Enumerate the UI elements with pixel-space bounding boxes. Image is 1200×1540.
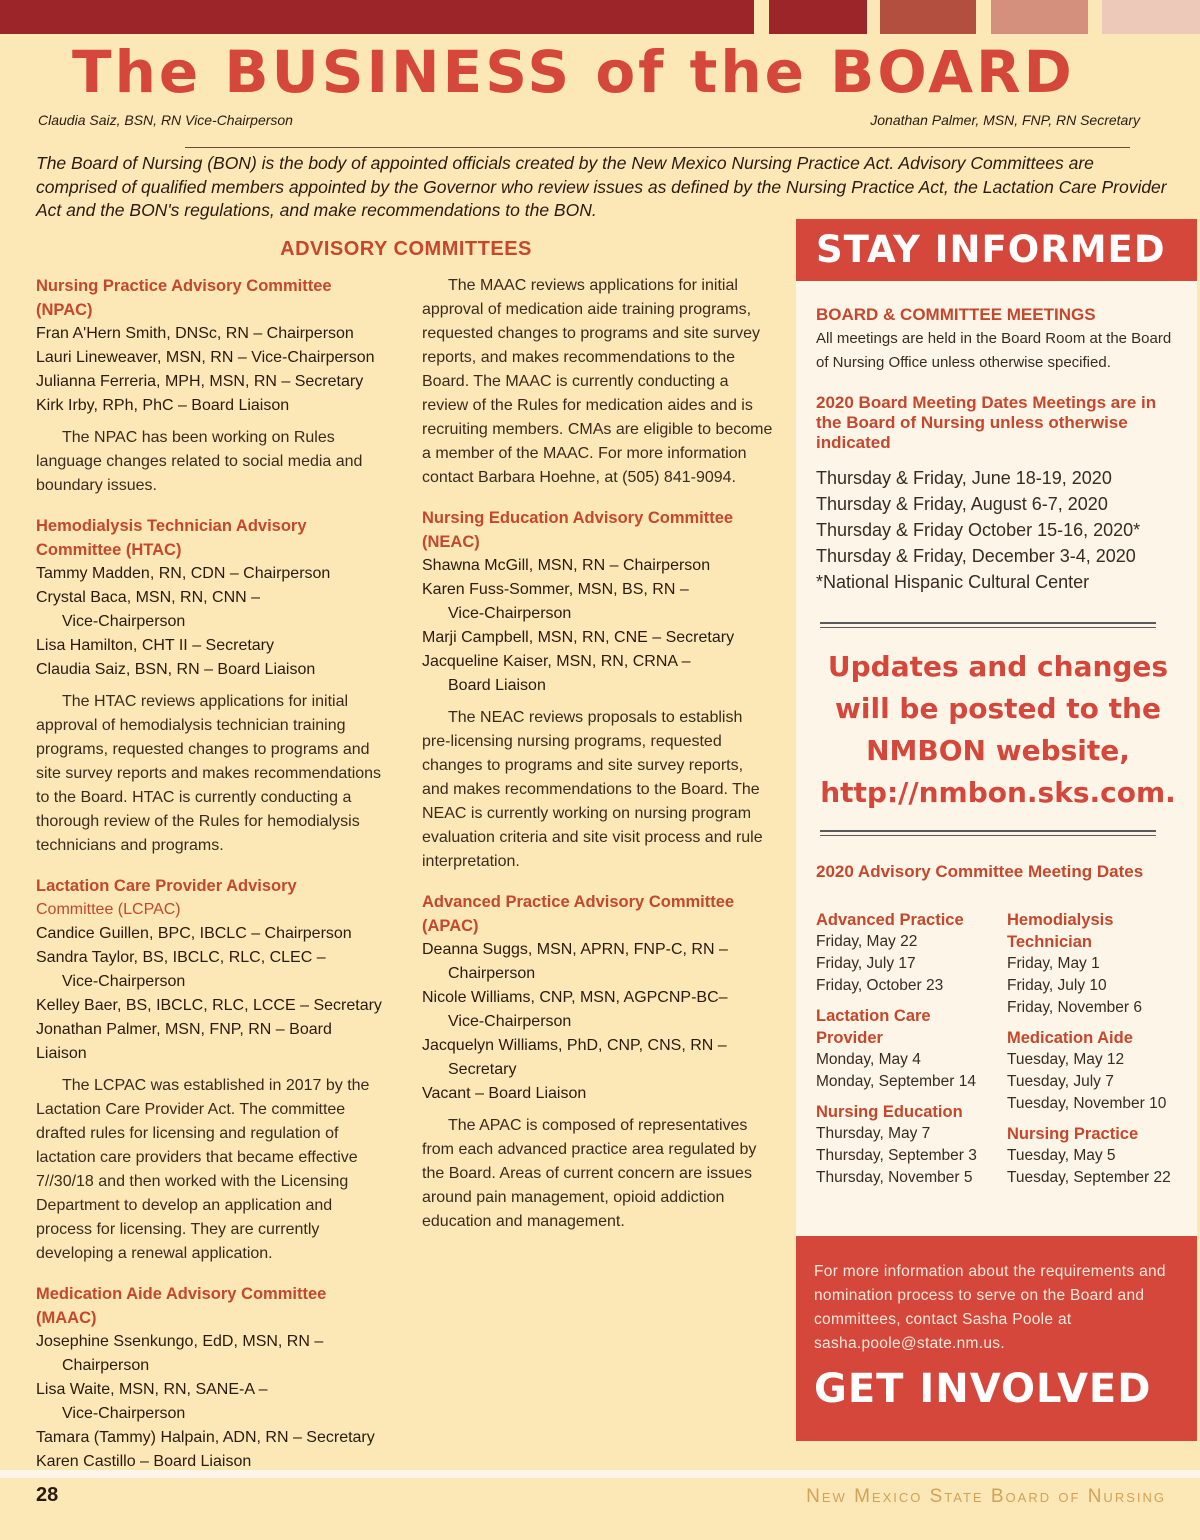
lcpac-heading: Lactation Care Provider Advisory [36, 877, 297, 895]
neac-member: Marji Campbell, MSN, RN, CNE – Secretary [422, 629, 735, 646]
maac-member: Josephine Ssenkungo, EdD, MSN, RN – [36, 1333, 324, 1350]
lcpac-member: Jonathan Palmer, MSN, FNP, RN – Board Liaison [36, 1021, 332, 1062]
board-date: Thursday & Friday October 15-16, 2020* [816, 520, 1141, 540]
apac-member-cont: Vice-Chairperson [448, 1013, 572, 1030]
maac-member-cont: Chairperson [62, 1357, 150, 1374]
schedule-name: Hemodialysis Technician [1007, 911, 1114, 951]
lcpac-member: Kelley Baer, BS, IBCLC, RLC, LCCE – Secretary [36, 997, 382, 1014]
get-involved-box [796, 1236, 1197, 1441]
lcpac-member-cont: Vice-Chairperson [62, 973, 186, 990]
htac-member-cont: Vice-Chairperson [62, 613, 186, 630]
schedule-date: Friday, May 22 [816, 933, 918, 950]
schedule-date: Friday, November 6 [1007, 999, 1142, 1016]
htac-member: Lisa Hamilton, CHT II – Secretary [36, 637, 275, 654]
npac-description: The NPAC has been working on Rules language changes related to social media and boundary issues. [36, 429, 363, 494]
top-bar-1 [0, 0, 754, 34]
advisory-committees-title: ADVISORY COMMITTEES [280, 238, 532, 260]
maac-description: The MAAC reviews applications for initial approval of medication aide training programs, requested changes to programs and site survey reports, and makes recommendations to the Board. The MAAC is currently conducting a review of the Rules for medication aides and is recruiting members. CMAs are eligible to become a member of the MAAC. For more information contact Barbara Hoehne, at (505) 841-9094. [422, 277, 773, 486]
apac-member-cont: Chairperson [448, 965, 536, 982]
stay-informed-title: STAY INFORMED [796, 219, 1197, 281]
schedule-date: Friday, October 23 [816, 977, 944, 994]
htac-heading: Hemodialysis Technician Advisory Committee (HTAC) [36, 517, 307, 559]
schedule-name: Nursing Education [816, 1103, 963, 1121]
schedule-date: Monday, May 4 [816, 1051, 921, 1068]
schedule-date: Thursday, September 3 [816, 1147, 977, 1164]
publication-name: New Mexico State Board of Nursing [806, 1486, 1166, 1507]
neac-member: Shawna McGill, MSN, RN – Chairperson [422, 557, 711, 574]
schedule-date: Friday, May 1 [1007, 955, 1100, 972]
npac-member: Kirk Irby, RPh, PhC – Board Liaison [36, 397, 290, 414]
htac-member: Crystal Baca, MSN, RN, CNN – [36, 589, 261, 606]
schedule-name: Medication Aide [1007, 1029, 1133, 1047]
byline-right: Jonathan Palmer, MSN, FNP, RN Secretary [870, 112, 1140, 128]
neac-member-cont: Vice-Chairperson [448, 605, 572, 622]
divider-bottom [820, 830, 1156, 836]
maac-heading: Medication Aide Advisory Committee (MAAC) [36, 1285, 327, 1327]
intro-paragraph: The Board of Nursing (BON) is the body of appointed officials created by the New Mexico Nursing Practice Act. Advisory Committees are comprised of qualified members appointed by the Governor who review issues as defined by the Nursing Practice Act, the Lactation Care Provider Act and the BON's regulations, and make recommendations to the BON. [36, 153, 1167, 220]
lcpac-description: The LCPAC was established in 2017 by the Lactation Care Provider Act. The committee drafted rules for licensing and regulation of lactation care providers that became effective 7//30/18 and then worked with the Licensing Department to develop an application and process for licensing. They are currently developing a renewal application. [36, 1077, 370, 1262]
maac-member-cont: Vice-Chairperson [62, 1405, 186, 1422]
schedule-name: Lactation Care Provider [816, 1007, 931, 1047]
board-date: Thursday & Friday, December 3-4, 2020 [816, 546, 1136, 566]
board-dates-heading: 2020 Board Meeting Dates Meetings are in the Board of Nursing unless otherwise indicated [816, 393, 1157, 452]
committee-dates-block [816, 862, 1181, 882]
board-date: Thursday & Friday, June 18-19, 2020 [816, 468, 1112, 488]
get-involved-title: GET INVOLVED [814, 1366, 1152, 1412]
neac-member-cont: Board Liaison [448, 677, 546, 694]
apac-member: Vacant – Board Liaison [422, 1085, 587, 1102]
neac-description: The NEAC reviews proposals to establish pre-licensing nursing programs, requested changes to programs and site survey reports, and makes recommendations to the Board. The NEAC is currently working on nursing program evaluation criteria and site visit process and rule interpretation. [422, 709, 763, 870]
apac-member: Deanna Suggs, MSN, APRN, FNP-C, RN – [422, 941, 728, 958]
byline-left: Claudia Saiz, BSN, RN Vice-Chairperson [38, 112, 293, 128]
meetings-text: All meetings are held in the Board Room at the Board of Nursing Office unless otherwise specified. [816, 330, 1172, 371]
maac-member: Karen Castillo – Board Liaison [36, 1453, 252, 1470]
schedule-date: Friday, July 10 [1007, 977, 1107, 994]
schedule-date: Thursday, November 5 [816, 1169, 973, 1186]
top-bar-3 [880, 0, 976, 34]
apac-member-cont: Secretary [448, 1061, 517, 1078]
schedule-name: Nursing Practice [1007, 1125, 1139, 1143]
lcpac-member: Candice Guillen, BPC, IBCLC – Chairperson [36, 925, 352, 942]
npac-heading: Nursing Practice Advisory Committee (NPAC) [36, 277, 332, 319]
get-involved-text: For more information about the requirements and nomination process to serve on the Board and committees, contact Sasha Poole at sasha.poole@state.nm.us. [814, 1263, 1166, 1352]
apac-heading: Advanced Practice Advisory Committee (APAC) [422, 893, 735, 935]
schedule-date: Tuesday, September 22 [1007, 1169, 1171, 1186]
neac-heading: Nursing Education Advisory Committee (NEAC) [422, 509, 734, 551]
schedule-name: Advanced Practice [816, 911, 964, 929]
apac-member: Nicole Williams, CNP, MSN, AGPCNP-BC– [422, 989, 728, 1006]
schedule-date: Friday, July 17 [816, 955, 916, 972]
npac-member: Fran A'Hern Smith, DNSc, RN – Chairperson [36, 325, 354, 342]
neac-member: Karen Fuss-Sommer, MSN, BS, RN – [422, 581, 689, 598]
board-date: Thursday & Friday, August 6-7, 2020 [816, 494, 1108, 514]
footer-band [0, 1470, 1200, 1478]
page-number: 28 [36, 1484, 59, 1506]
meetings-block [816, 305, 1181, 375]
npac-member: Lauri Lineweaver, MSN, RN – Vice-Chairperson [36, 349, 375, 366]
schedule-left [816, 909, 996, 1189]
lcpac-member: Sandra Taylor, BS, IBCLC, RLC, CLEC – [36, 949, 326, 966]
board-date-note: *National Hispanic Cultural Center [816, 572, 1090, 592]
committee-dates-heading: 2020 Advisory Committee Meeting Dates [816, 862, 1144, 881]
schedule-date: Thursday, May 7 [816, 1125, 931, 1142]
schedule-date: Tuesday, November 10 [1007, 1095, 1167, 1112]
npac-member: Julianna Ferreria, MPH, MSN, RN – Secretary [36, 373, 364, 390]
htac-member: Claudia Saiz, BSN, RN – Board Liaison [36, 661, 316, 678]
schedule-date: Tuesday, May 12 [1007, 1051, 1125, 1068]
top-bar-2 [769, 0, 867, 34]
top-bar-4 [991, 0, 1088, 34]
apac-description: The APAC is composed of representatives from each advanced practice area regulated by the Board. Areas of current concern are issues around pain management, opioid addiction education and management. [422, 1117, 757, 1230]
meetings-heading: BOARD & COMMITTEE MEETINGS [816, 305, 1096, 324]
board-dates-block [816, 393, 1181, 595]
neac-member: Jacqueline Kaiser, MSN, RN, CRNA – [422, 653, 691, 670]
schedule-date: Tuesday, July 7 [1007, 1073, 1114, 1090]
htac-description: The HTAC reviews applications for initial approval of hemodialysis technician training programs, requested changes to programs and site survey reports and makes recommendations to the Board. HTAC is currently conducting a thorough review of the Rules for hemodialysis technicians and programs. [36, 693, 382, 854]
htac-member: Tammy Madden, RN, CDN – Chairperson [36, 565, 331, 582]
schedule-right [1007, 909, 1187, 1189]
column-middle [422, 274, 774, 1234]
schedule-date: Monday, September 14 [816, 1073, 976, 1090]
maac-member: Tamara (Tammy) Halpain, ADN, RN – Secretary [36, 1429, 375, 1446]
schedule-date: Tuesday, May 5 [1007, 1147, 1116, 1164]
column-left [36, 274, 386, 1474]
maac-member: Lisa Waite, MSN, RN, SANE-A – [36, 1381, 268, 1398]
divider-top [820, 622, 1156, 628]
page-title: The BUSINESS of the BOARD [72, 38, 1075, 106]
lcpac-heading-light: Committee (LCPAC) [36, 901, 181, 918]
header-rule [185, 147, 1130, 148]
apac-member: Jacquelyn Williams, PhD, CNP, CNS, RN – [422, 1037, 727, 1054]
updates-notice: Updates and changes will be posted to the NMBON website, http://nmbon.sks.com. [820, 650, 1176, 809]
top-bar-5 [1102, 0, 1200, 34]
